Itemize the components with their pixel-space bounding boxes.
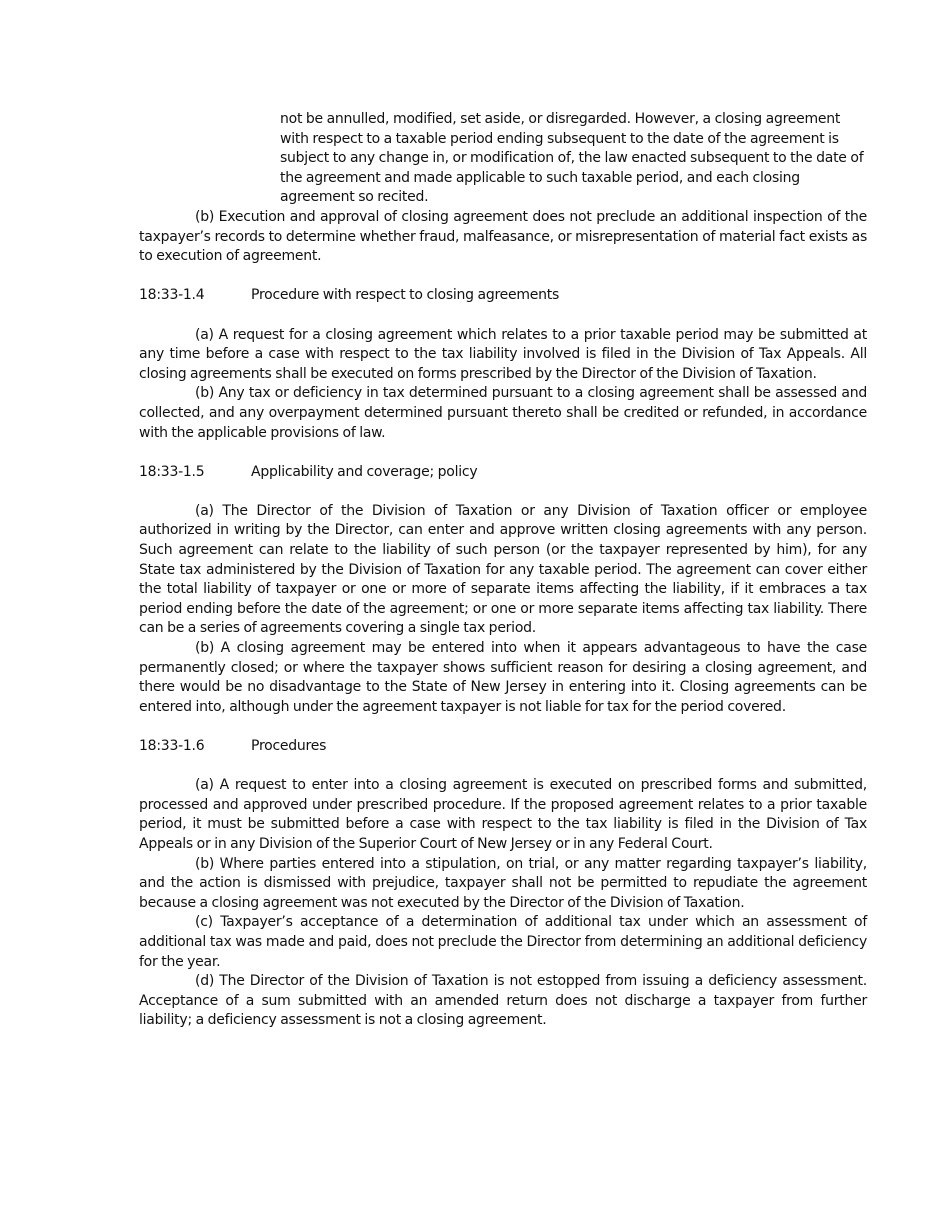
section-title: Applicability and coverage; policy bbox=[251, 463, 478, 480]
paragraph-b-continuation: (b) Execution and approval of closing agreement does not preclude an additional inspection of the taxpayer’s records to determine whether fraud, malfeasance, or misrepresentation of material fact exists as to execution of agreement. bbox=[139, 208, 867, 265]
section-1-4-paragraph-b: (b) Any tax or deficiency in tax determined pursuant to a closing agreement shall be assessed and collected, and any overpayment determined pursuant thereto shall be credited or refunded, in accordance with the applicable provisions of law. bbox=[139, 385, 867, 441]
section-heading-1-4 bbox=[139, 286, 867, 306]
section-heading-1-6 bbox=[139, 737, 867, 757]
section-1-6-paragraph-b: (b) Where parties entered into a stipulation, on trial, or any matter regarding taxpayer’s liability, and the action is dismissed with prejudice, taxpayer shall not be permitted to repudiate the agreement because a closing agreement was not executed by the Director of the Division of Taxation. bbox=[139, 855, 867, 911]
section-1-6-paragraph-c: (c) Taxpayer’s acceptance of a determination of additional tax under which an assessment of additional tax was made and paid, does not preclude the Director from determining an additional deficiency for the year. bbox=[139, 914, 867, 970]
section-1-5-paragraph-a: (a) The Director of the Division of Taxation or any Division of Taxation officer or employee authorized in writing by the Director, can enter and approve written closing agreements with any person. Such agreement can relate to the liability of such person (or the taxpayer represented by him), for any State tax administered by the Division of Taxation for any taxable period. The agreement can cover either the total liability of taxpayer or one or more of separate items affecting the liability, if it embraces a tax period ending before the date of the agreement; or one or more separate items affecting tax liability. There can be a series of agreements covering a single tax period. bbox=[139, 502, 867, 637]
spacer bbox=[139, 757, 867, 777]
section-number: 18:33-1.5 bbox=[139, 463, 205, 480]
spacer bbox=[139, 717, 867, 737]
continued-clause: not be annulled, modified, set aside, or disregarded. However, a closing agreement with respect to a taxable period ending subsequent to the date of the agreement is subject to any change in, or modification of, the law enacted subsequent to the date of the agreement and made applicable to such taxable period, and each closing agreement so recited. bbox=[280, 111, 864, 206]
section-1-6-paragraph-a: (a) A request to enter into a closing agreement is executed on prescribed forms and submitted, processed and approved under prescribed procedure. If the proposed agreement relates to a prior taxable period, it must be submitted before a case with respect to the tax liability is filed in the Division of Tax Appeals or in any Division of the Superior Court of New Jersey or in any Federal Court. bbox=[139, 777, 867, 852]
spacer bbox=[139, 306, 867, 326]
spacer bbox=[139, 482, 867, 502]
section-title: Procedures bbox=[251, 738, 327, 754]
section-title: Procedure with respect to closing agreements bbox=[251, 287, 560, 304]
document-page bbox=[139, 110, 867, 1031]
section-1-6-paragraph-d: (d) The Director of the Division of Taxation is not estopped from issuing a deficiency assessment. Acceptance of a sum submitted with an amended return does not discharge a taxpayer from further liability; a deficiency assessment is not a closing agreement. bbox=[139, 973, 867, 1029]
spacer bbox=[139, 267, 867, 287]
section-1-4-paragraph-a: (a) A request for a closing agreement which relates to a prior taxable period may be submitted at any time before a case with respect to the tax liability involved is filed in the Division of Tax Appeals. All closing agreements shall be executed on forms prescribed by the Director of the Division of Taxation. bbox=[139, 326, 867, 382]
section-number: 18:33-1.4 bbox=[139, 287, 205, 304]
spacer bbox=[139, 443, 867, 463]
section-1-5-paragraph-b: (b) A closing agreement may be entered into when it appears advantageous to have the case permanently closed; or where the taxpayer shows sufficient reason for desiring a closing agreement, and there would be no disadvantage to the State of New Jersey in entering into it. Closing agreements can be entered into, although under the agreement taxpayer is not liable for tax for the period covered. bbox=[139, 640, 867, 715]
section-number: 18:33-1.6 bbox=[139, 738, 205, 754]
section-heading-1-5 bbox=[139, 463, 867, 483]
